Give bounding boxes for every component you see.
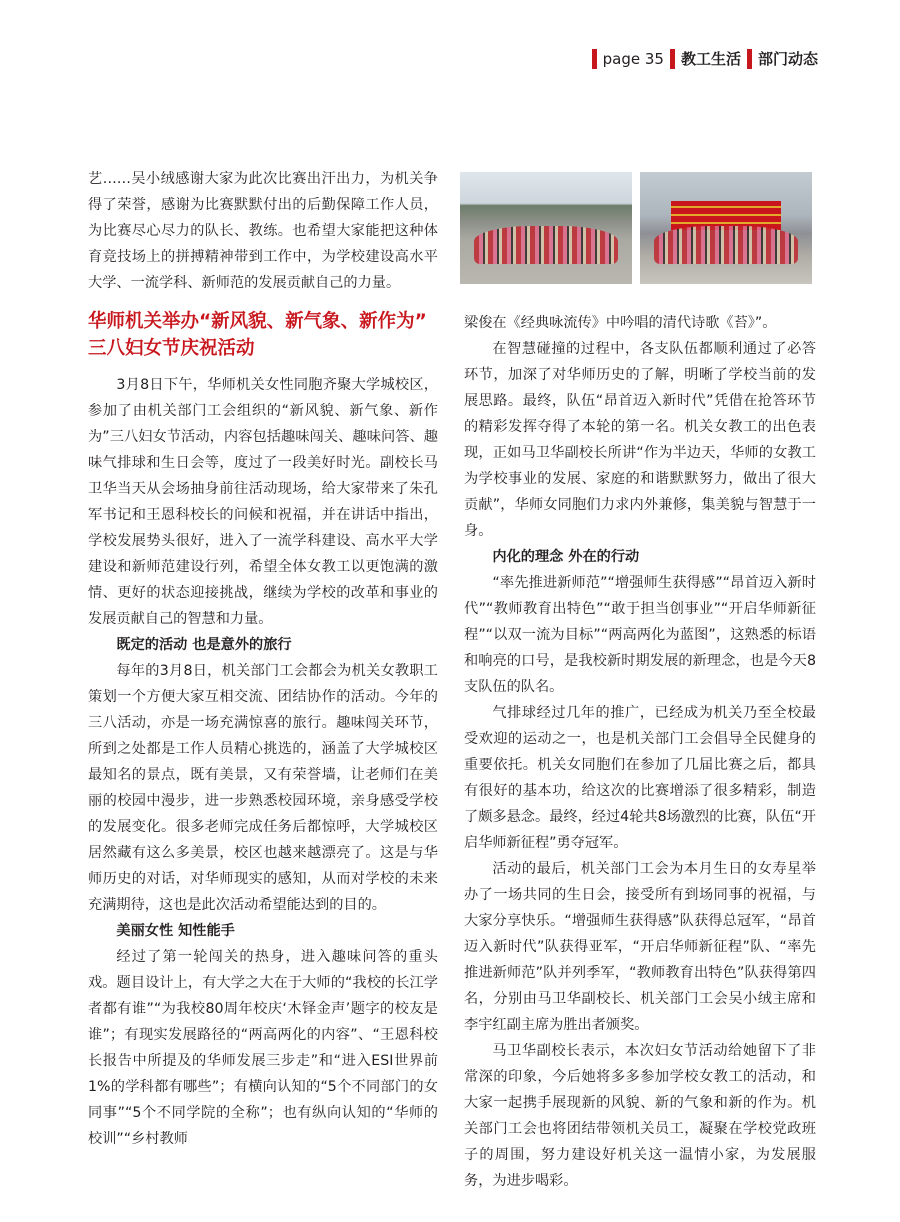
right-column — [464, 310, 816, 1194]
photo-row — [460, 172, 812, 284]
section-subheading: 既定的活动 也是意外的旅行 — [116, 637, 292, 653]
paragraph: 梁俊在《经典咏流传》中吟唱的清代诗歌《苔》”。 — [464, 315, 777, 331]
section-label: 教工生活 — [680, 50, 741, 68]
paragraph: 3月8日下午，华师机关女性同胞齐聚大学城校区，参加了由机关部门工会组织的“新风貌、新气象、新作为”三八妇女节活动，内容包括趣味闯关、趣味问答、趣味气排球和生日会等，度过了一段美好时光。副校长马卫华当天从会场抽身前往活动现场，给大家带来了朱孔军书记和王恩科校长的问候和祝福，并在讲话中指出，学校发展势头很好，进入了一流学科建设、高水平大学建设和新师范建设行列，希望全体女教工以更饱满的激情、更好的状态迎接挑战，继续为学校的改革和事业的发展贡献自己的智慧和力量。 — [88, 377, 438, 627]
subsection-label: 部门动态 — [757, 50, 818, 68]
photo-crowd — [654, 226, 799, 264]
group-photo-stairs — [460, 172, 632, 284]
page-header — [586, 48, 818, 70]
header-bar — [592, 49, 597, 69]
paragraph: 每年的3月8日，机关部门工会都会为机关女教职工策划一个方便大家互相交流、团结协作的活动。今年的三八活动，亦是一场充满惊喜的旅行。趣味闯关环节，所到之处都是工作人员精心挑选的，涵盖了大学城校区最知名的景点，既有美景，又有荣誉墙，让老师们在美丽的校园中漫步，进一步熟悉校园环境，亲身感受学校的发展变化。很多老师完成任务后都惊呼，大学城校区居然藏有这么多美景，校区也越来越漂亮了。这是与华师历史的对话，对华师现实的感知，从而对学校的未来充满期待，这也是此次活动希望能达到的目的。 — [88, 663, 438, 913]
header-bar — [670, 49, 675, 69]
left-column — [88, 166, 438, 1152]
paragraph: 在智慧碰撞的过程中，各支队伍都顺利通过了必答环节，加深了对华师历史的了解，明晰了学校当前的发展思路。最终，队伍“昂首迈入新时代”凭借在抢答环节的精彩发挥夺得了本轮的第一名。机关女教工的出色表现，正如马卫华副校长所讲“作为半边天，华师的女教工为学校事业的发展、家庭的和谐默默努力，做出了很大贡献”，华师女同胞们力求内外兼修，集美貌与智慧于一身。 — [464, 341, 816, 539]
paragraph: 气排球经过几年的推广，已经成为机关乃至全校最受欢迎的运动之一，也是机关部门工会倡导全民健身的重要依托。机关女同胞们在参加了几届比赛之后，都具有很好的基本功，给这次的比赛增添了很多精彩，制造了颇多悬念。最终，经过4轮共8场激烈的比赛，队伍“开启华师新征程”勇夺冠军。 — [464, 705, 816, 851]
photo-crowd — [474, 226, 619, 264]
group-photo-banner — [640, 172, 812, 284]
paragraph: 马卫华副校长表示，本次妇女节活动给她留下了非常深的印象，今后她将多多参加学校女教工的活动，和大家一起携手展现新的风貌、新的气象和新的作为。机关部门工会也将团结带领机关员工，凝聚在学校党政班子的周围，努力建设好机关这一温情小家，为发展服务，为进步喝彩。 — [464, 1043, 816, 1189]
article-title-line: 三八妇女节庆祝活动 — [88, 338, 255, 359]
article-title — [88, 308, 438, 362]
paragraph: 经过了第一轮闯关的热身，进入趣味问答的重头戏。题目设计上，有大学之大在于大师的“我校的长江学者都有谁”“为我校80周年校庆‘木铎金声’题字的校友是谁”；有现实发展路径的“两高两化的内容”、“王恩科校长报告中所提及的华师发展三步走”和“进入ESI世界前1%的学科都有哪些”；有横向认知的“5个不同部门的女同事”“5个不同学院的全称”；也有纵向认知的“华师的校训”“乡村教师 — [88, 949, 438, 1147]
article-title-line: 华师机关举办“新风貌、新气象、新作为” — [88, 311, 427, 332]
paragraph: “率先推进新师范”“增强师生获得感”“昂首迈入新时代”“教师教育出特色”“敢于担当创事业”“开启华师新征程”“以双一流为目标”“两高两化为蓝图”，这熟悉的标语和响亮的口号，是我校新时期发展的新理念，也是今天8支队伍的队名。 — [464, 575, 816, 695]
header-bar — [747, 49, 752, 69]
section-subheading: 美丽女性 知性能手 — [116, 923, 235, 939]
paragraph: 活动的最后，机关部门工会为本月生日的女寿星举办了一场共同的生日会，接受所有到场同事的祝福，与大家分享快乐。“增强师生获得感”队获得总冠军，“昂首迈入新时代”队获得亚军，“开启华师新征程”队、“率先推进新师范”队并列季军，“教师教育出特色”队获得第四名，分别由马卫华副校长、机关部门工会吴小绒主席和李宇红副主席为胜出者颁奖。 — [464, 861, 816, 1033]
section-subheading: 内化的理念 外在的行动 — [492, 549, 640, 565]
paragraph: 艺……吴小绒感谢大家为此次比赛出汗出力，为机关争得了荣誉，感谢为比赛默默付出的后勤保障工作人员，为比赛尽心尽力的队长、教练。也希望大家能把这种体育竞技场上的拼搏精神带到工作中，为学校建设高水平大学、一流学科、新师范的发展贡献自己的力量。 — [88, 171, 438, 291]
page-number: page 35 — [602, 50, 664, 68]
